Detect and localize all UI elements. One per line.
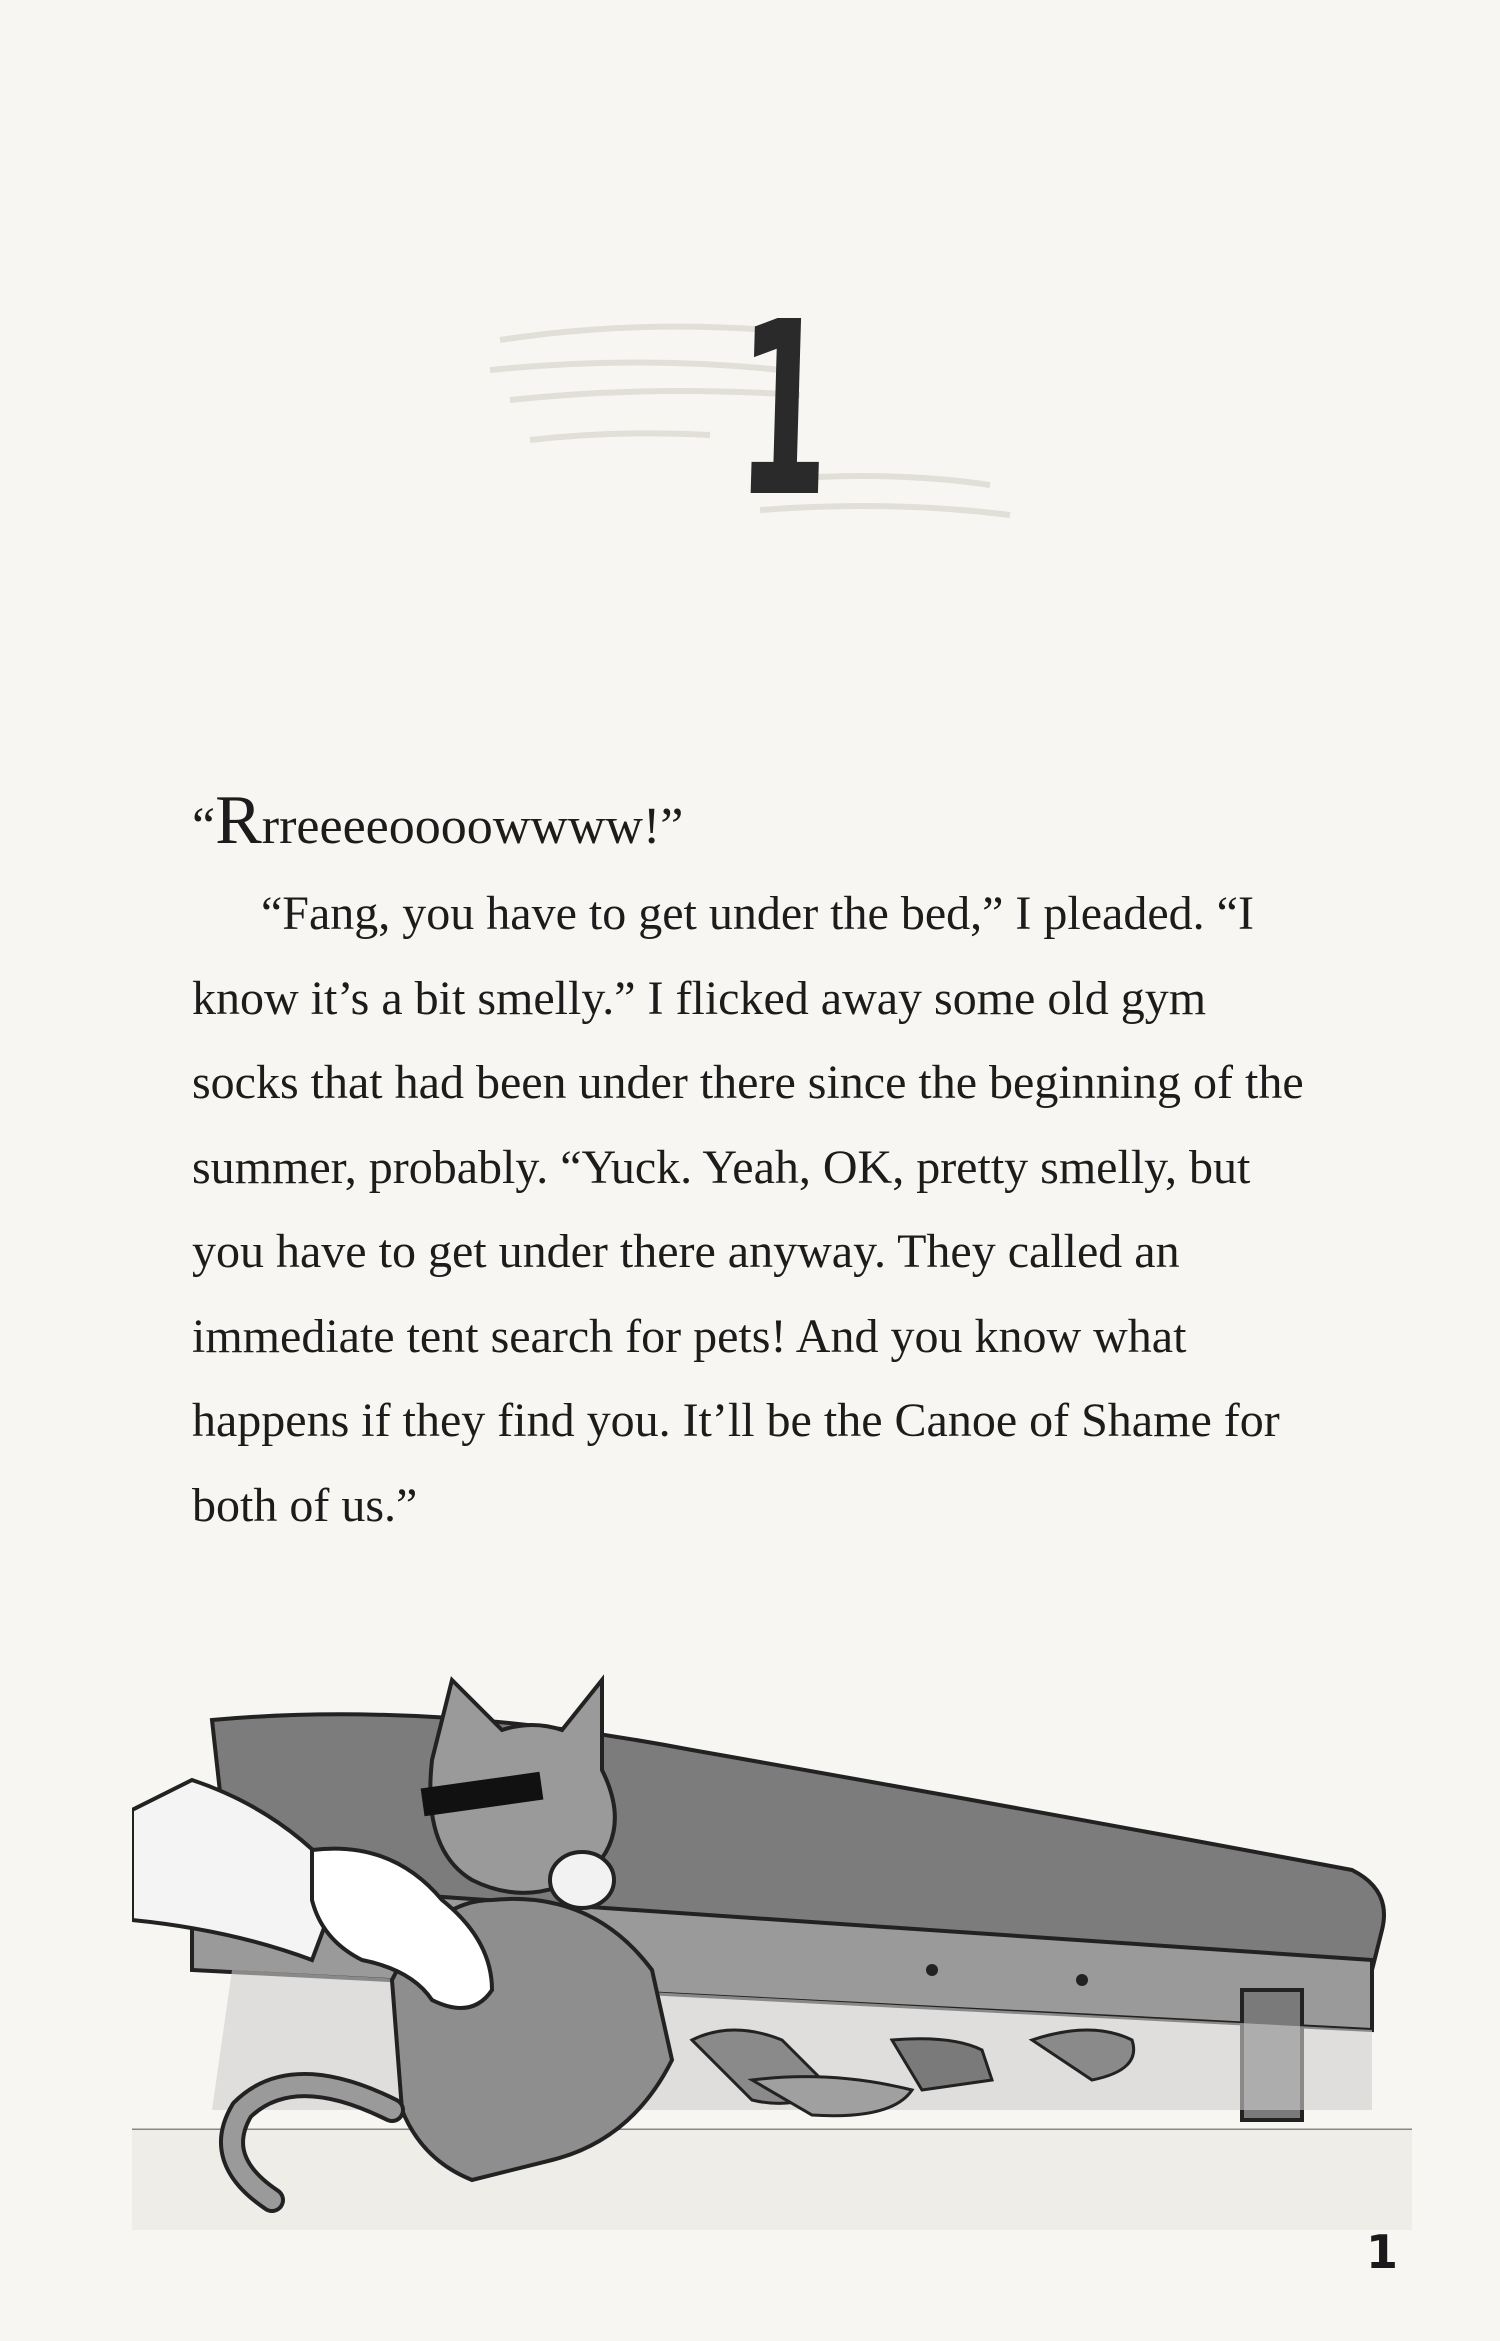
opening-initial: R: [215, 782, 262, 859]
chapter-heading: [470, 270, 1030, 560]
opening-line: [192, 782, 1322, 859]
paragraph: “Fang, you have to get under the bed,” I pleaded. “I know it’s a bit smelly.” I flicked away some old gym socks that had been under there since the beginning of the summer, probably. “Yuck. Yeah, OK, pretty smelly, but you have to get under there anyway. They called an immediate tent search for pets! And you know what happens if they find you. It’ll be the Canoe of Shame for both of us.”: [192, 887, 1304, 1532]
cat-bed-illustration: [132, 1640, 1412, 2230]
opening-rest: rreeeeoooowwww!”: [261, 798, 684, 855]
open-quote: “: [192, 798, 216, 855]
chapter-number: 1: [733, 270, 834, 550]
page-number: 1: [1366, 2225, 1399, 2279]
body-text: [192, 782, 1322, 1548]
